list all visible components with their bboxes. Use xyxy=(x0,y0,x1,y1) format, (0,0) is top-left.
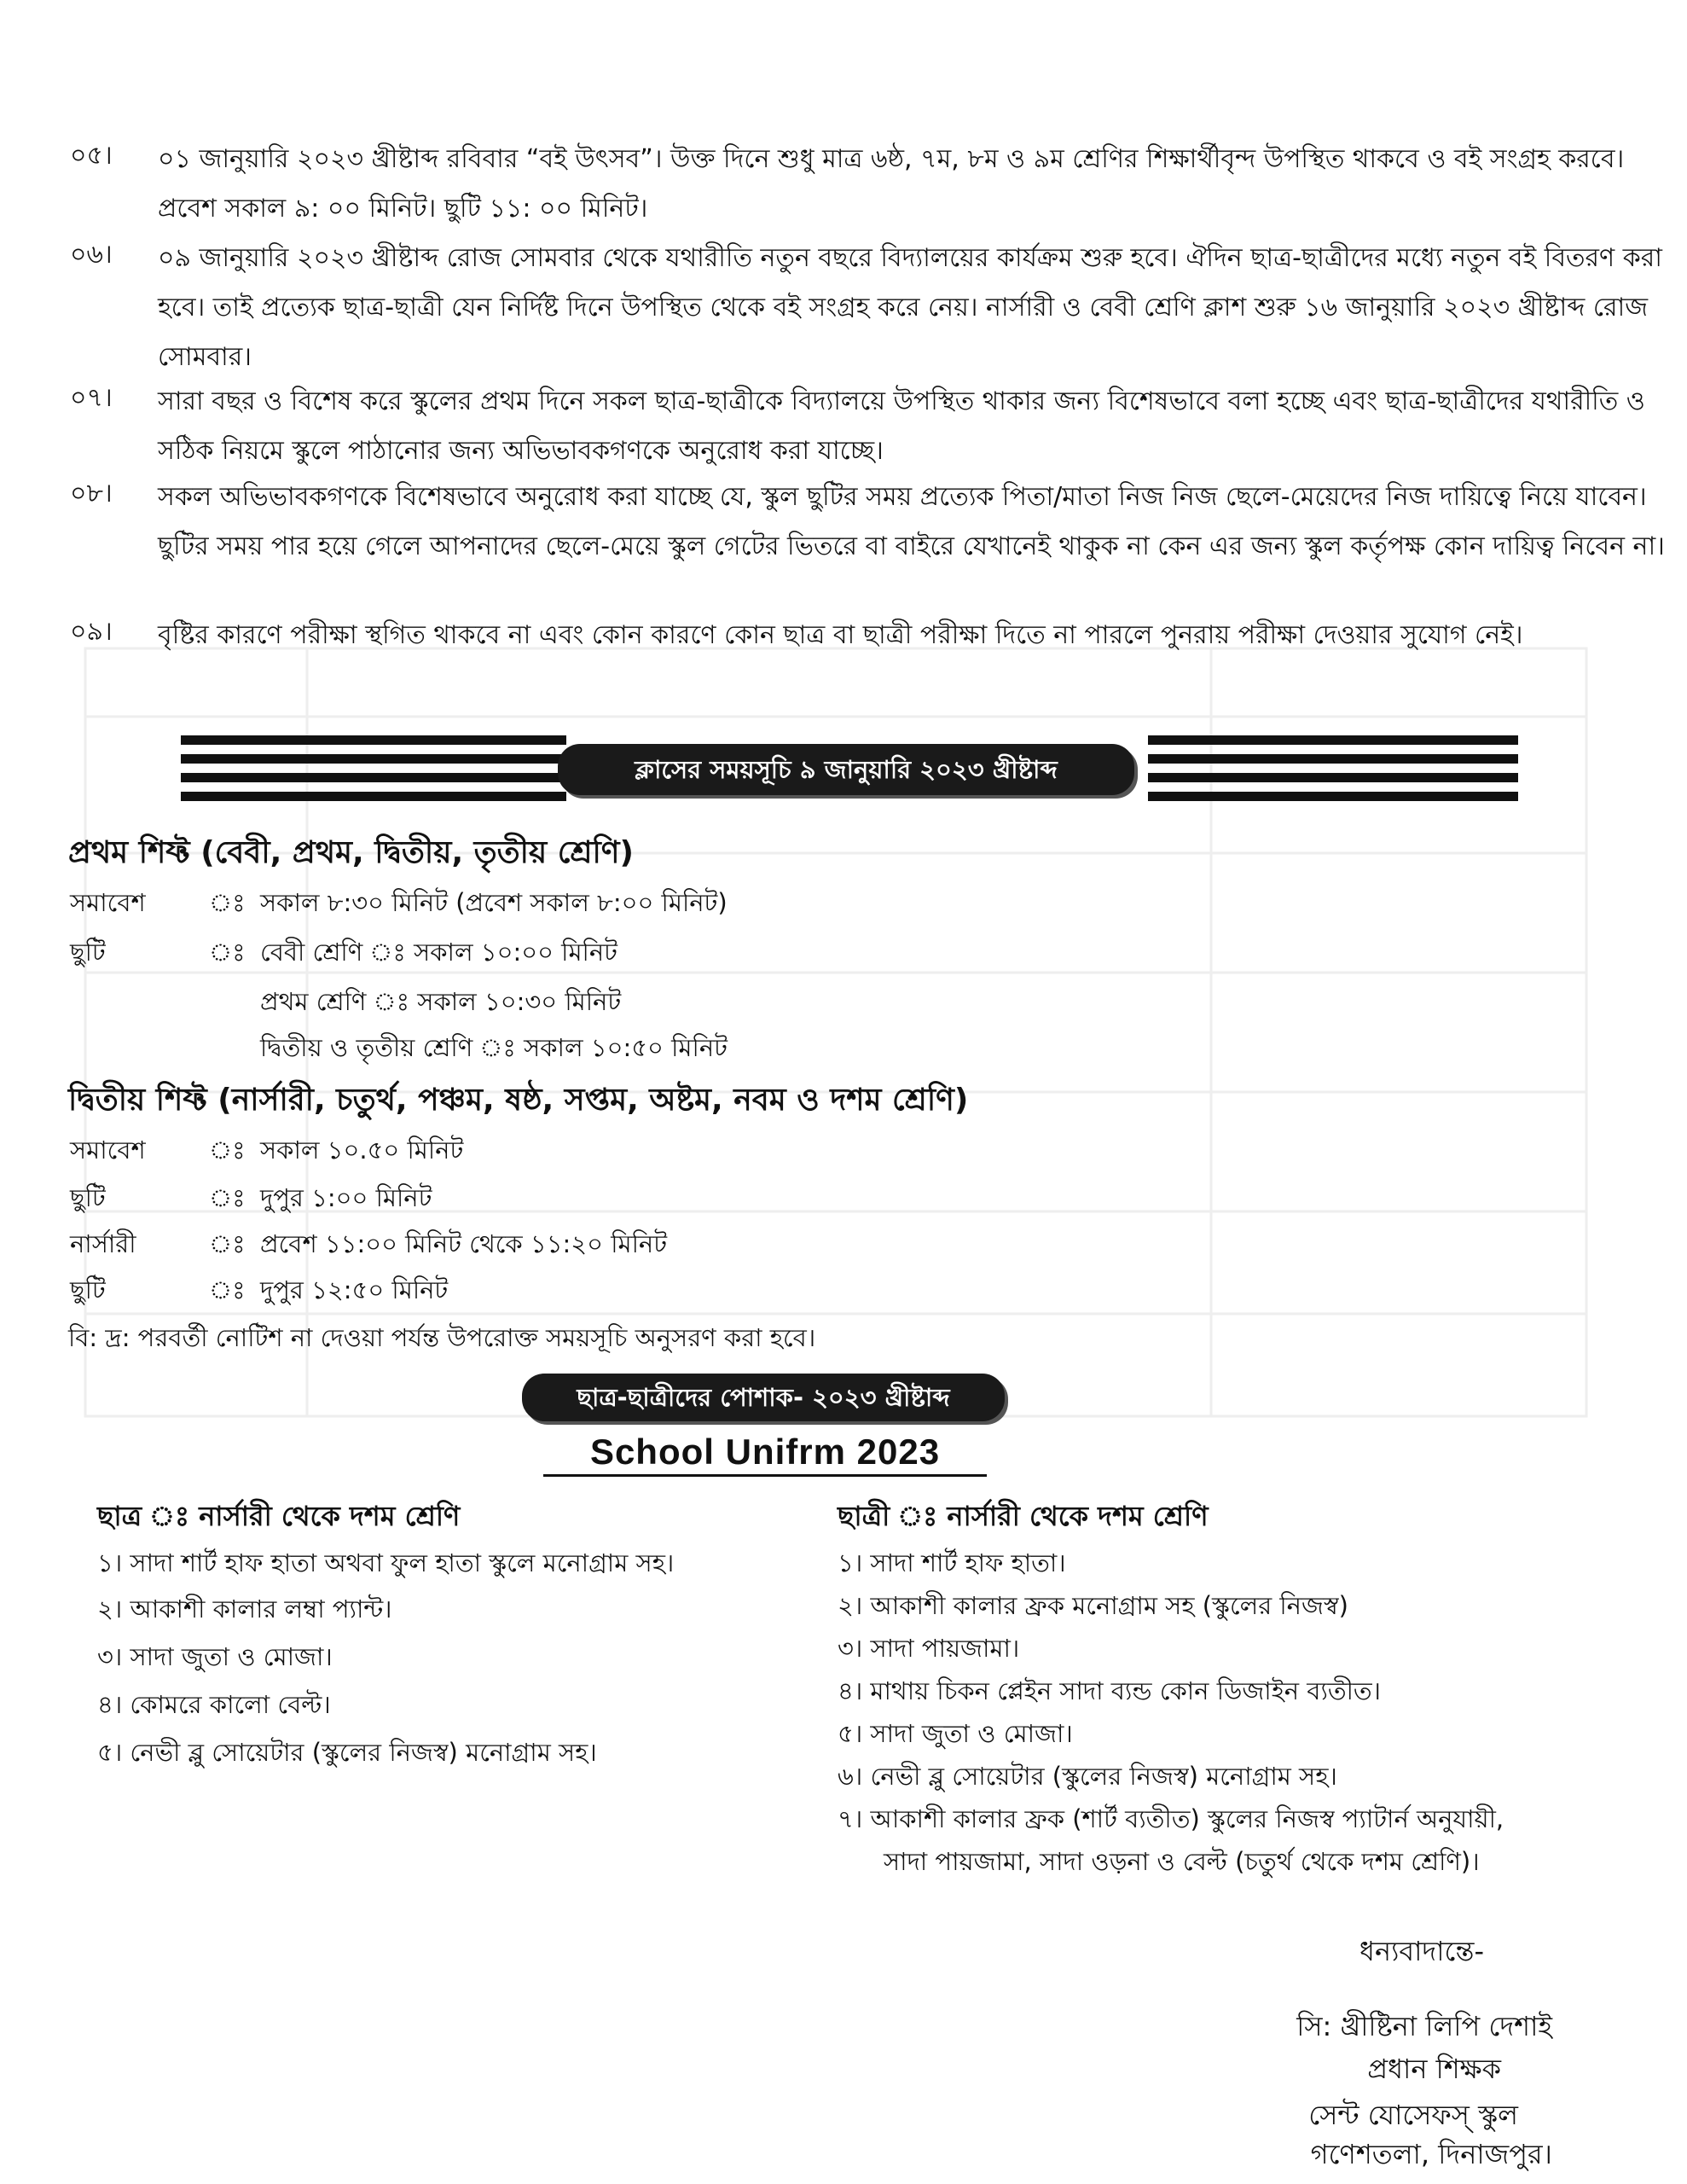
row-colon: ঃ xyxy=(209,888,246,917)
banner-stripe xyxy=(181,773,566,782)
row-value: সকাল ৮:৩০ মিনিট (প্রবেশ সকাল ৮:০০ মিনিট) xyxy=(260,888,728,917)
banner-stripe xyxy=(181,735,566,745)
notice-text: ০১ জানুয়ারি ২০২৩ খ্রীষ্টাব্দ রবিবার “বই উৎসব”। উক্ত দিনে শুধু মাত্র ৬ষ্ঠ, ৭ম, ৮ম ও ৯ম শ্রেণির শিক্ষার্থীবৃন্দ উপস্থিত থাকবে ও বই সংগ্রহ করবে। প্রবেশ সকাল ৯: ০০ মিনিট। ছুটি ১১: ০০ মিনিট। xyxy=(158,144,1625,224)
row-label: সমাবেশ xyxy=(70,1136,146,1165)
row-label: ছুটি xyxy=(70,938,106,967)
uniform-title: School Unifrm 2023 xyxy=(543,1432,987,1477)
first-shift-assembly-row xyxy=(0,884,1687,918)
signatory-designation: প্রধান শিক্ষক xyxy=(1367,2053,1501,2085)
notice-text: সকল অভিভাবকগণকে বিশেষভাবে অনুরোধ করা যাচ্ছে যে, স্কুল ছুটির সময় প্রত্যেক পিতা/মাতা নিজ নিজ ছেলে-মেয়েদের নিজ দায়িত্বে নিয়ে যাবেন। ছুটির সময় পার হয়ে গেলে আপনাদের ছেলে-মেয়ে স্কুল গেটের ভিতরে বা বাইরে যেখানেই থাকুক না কেন এর জন্য স্কুল কর্তৃপক্ষ কোন দায়িত্ব নিবেন না। xyxy=(158,482,1665,561)
notice-number: ০৯। xyxy=(70,617,113,647)
notice-text: বৃষ্টির কারণে পরীক্ষা স্থগিত থাকবে না এবং কোন কারণে কোন ছাত্র বা ছাত্রী পরীক্ষা দিতে না পারলে পুনরায় পরীক্ষা দেওয়ার সুযোগ নেই। xyxy=(158,620,1523,650)
girls-uniform-item: ৬। নেভী ব্লু সোয়েটার (স্কুলের নিজস্ব) মনোগ্রাম সহ। xyxy=(838,1762,1337,1791)
closing-thanks: ধন্যবাদান্তে- xyxy=(1359,1935,1484,1967)
first-shift-title: প্রথম শিফ্ট (বেবী, প্রথম, দ্বিতীয়, তৃতীয় শ্রেণি) xyxy=(68,835,635,870)
banner-stripe xyxy=(1148,754,1518,764)
row-value: বেবী শ্রেণি ঃ সকাল ১০:০০ মিনিট xyxy=(260,938,617,967)
girls-uniform-item: ৩। সাদা পায়জামা। xyxy=(838,1634,1020,1663)
notice-text: সারা বছর ও বিশেষ করে স্কুলের প্রথম দিনে সকল ছাত্র-ছাত্রীকে বিদ্যালয়ে উপস্থিত থাকার জন্য বিশেষভাবে বলা হচ্ছে এবং ছাত্র-ছাত্রীদের যথারীতি ও সঠিক নিয়মে স্কুলে পাঠানোর জন্য অভিভাবকগণকে অনুরোধ করা যাচ্ছে। xyxy=(158,386,1645,466)
boys-uniform-heading: ছাত্র ঃ নার্সারী থেকে দশম শ্রেণি xyxy=(97,1500,461,1532)
girls-uniform-item-continuation: সাদা পায়জামা, সাদা ওড়না ও বেল্ট (চতুর্থ থেকে দশম শ্রেণি)। xyxy=(884,1847,1480,1876)
notice-number: ০৫। xyxy=(70,141,113,171)
row-colon: ঃ xyxy=(209,1229,246,1258)
uniform-banner-title: ছাত্র-ছাত্রীদের পোশাক- ২০২৩ খ্রীষ্টাব্দ xyxy=(522,1374,1005,1421)
row-label: নার্সারী xyxy=(70,1229,136,1258)
row-label: ছুটি xyxy=(70,1275,106,1304)
row-value: সকাল ১০.৫০ মিনিট xyxy=(260,1136,464,1165)
row-label: সমাবেশ xyxy=(70,888,146,917)
row-colon: ঃ xyxy=(209,938,246,967)
girls-uniform-item: ১। সাদা শার্ট হাফ হাতা। xyxy=(838,1548,1066,1577)
second-shift-row xyxy=(0,1271,1687,1305)
boys-uniform-item: ৩। সাদা জুতা ও মোজা। xyxy=(97,1642,333,1671)
first-shift-leave-row xyxy=(0,933,1687,967)
notice-number: ০৬। xyxy=(70,240,113,270)
banner-stripe xyxy=(1148,792,1518,801)
boys-uniform-item: ৫। নেভী ব্লু সোয়েটার (স্কুলের নিজস্ব) মনোগ্রাম সহ। xyxy=(97,1738,597,1767)
schedule-note: বি: দ্র: পরবর্তী নোটিশ না দেওয়া পর্যন্ত উপরোক্ত সময়সূচি অনুসরণ করা হবে। xyxy=(68,1323,816,1352)
row-label: ছুটি xyxy=(70,1183,106,1212)
first-shift-leave-line: প্রথম শ্রেণি ঃ সকাল ১০:৩০ মিনিট xyxy=(260,987,622,1016)
banner-stripe xyxy=(181,754,566,764)
row-colon: ঃ xyxy=(209,1136,246,1165)
second-shift-row xyxy=(0,1131,1687,1165)
banner-stripe xyxy=(1148,773,1518,782)
second-shift-row xyxy=(0,1225,1687,1259)
boys-uniform-item: ১। সাদা শার্ট হাফ হাতা অথবা ফুল হাতা স্কুলে মনোগ্রাম সহ। xyxy=(97,1548,675,1577)
row-value: দুপুর ১:০০ মিনিট xyxy=(260,1183,432,1212)
schedule-banner-title: ক্লাসের সময়সূচি ৯ জানুয়ারি ২০২৩ খ্রীষ্টাব্দ xyxy=(558,744,1134,795)
row-value: প্রবেশ ১১:০০ মিনিট থেকে ১১:২০ মিনিট xyxy=(260,1229,668,1258)
notice-number: ০৭। xyxy=(70,383,113,413)
girls-uniform-item: ৭। আকাশী কালার ফ্রক (শার্ট ব্যতীত) স্কুলের নিজস্ব প্যাটার্ন অনুযায়ী, xyxy=(838,1804,1504,1833)
second-shift-title: দ্বিতীয় শিফ্ট (নার্সারী, চতুর্থ, পঞ্চম, ষষ্ঠ, সপ্তম, অষ্টম, নবম ও দশম শ্রেণি) xyxy=(68,1083,969,1118)
school-name: সেন্ট যোসেফস্ স্কুল xyxy=(1308,2099,1518,2131)
row-colon: ঃ xyxy=(209,1275,246,1304)
girls-uniform-item: ৫। সাদা জুতা ও মোজা। xyxy=(838,1719,1073,1748)
girls-uniform-item: ২। আকাশী কালার ফ্রক মনোগ্রাম সহ (স্কুলের নিজস্ব) xyxy=(838,1591,1348,1620)
banner-stripe xyxy=(181,792,566,801)
row-value: দুপুর ১২:৫০ মিনিট xyxy=(260,1275,449,1304)
second-shift-row xyxy=(0,1179,1687,1213)
boys-uniform-item: ২। আকাশী কালার লম্বা প্যান্ট। xyxy=(97,1594,392,1623)
girls-uniform-heading: ছাত্রী ঃ নার্সারী থেকে দশম শ্রেণি xyxy=(838,1500,1209,1532)
notice-text: ০৯ জানুয়ারি ২০২৩ খ্রীষ্টাব্দ রোজ সোমবার থেকে যথারীতি নতুন বছরে বিদ্যালয়ের কার্যক্রম শুরু হবে। ঐদিন ছাত্র-ছাত্রীদের মধ্যে নতুন বই বিতরণ করা হবে। তাই প্রত্যেক ছাত্র-ছাত্রী যেন নির্দিষ্ট দিনে উপস্থিত থেকে বই সংগ্রহ করে নেয়। নার্সারী ও বেবী শ্রেণি ক্লাশ শুরু ১৬ জানুয়ারি ২০২৩ খ্রীষ্টাব্দ রোজ সোমবার। xyxy=(158,243,1662,372)
boys-uniform-item: ৪। কোমরে কালো বেল্ট। xyxy=(97,1690,331,1719)
row-colon: ঃ xyxy=(209,1183,246,1212)
school-address: গণেশতলা, দিনাজপুর। xyxy=(1310,2138,1552,2170)
girls-uniform-item: ৪। মাথায় চিকন প্লেইন সাদা ব্যন্ড কোন ডিজাইন ব্যতীত। xyxy=(838,1676,1382,1705)
signatory-name: সি: খ্রীষ্টিনা লিপি দেশাই xyxy=(1296,2010,1552,2042)
first-shift-leave-line: দ্বিতীয় ও তৃতীয় শ্রেণি ঃ সকাল ১০:৫০ মিনিট xyxy=(260,1033,728,1062)
banner-stripe xyxy=(1148,735,1518,745)
notice-number: ০৮। xyxy=(70,479,113,508)
